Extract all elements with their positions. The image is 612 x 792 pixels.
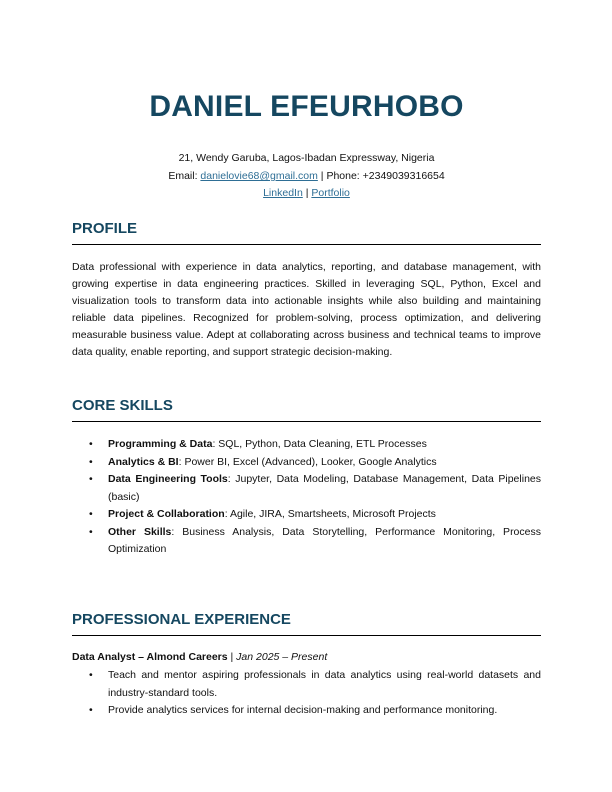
skill-item [72, 506, 541, 524]
skill-item [72, 436, 541, 454]
skill-category: Programming & Data [108, 438, 213, 450]
job-role: Data Analyst – Almond Careers [72, 651, 228, 663]
candidate-name: DANIEL EFEURHOBO [149, 90, 464, 123]
skill-item [72, 524, 541, 559]
linkedin-link[interactable]: LinkedIn [263, 187, 303, 199]
address: 21, Wendy Garuba, Lagos-Ibadan Expressway, Nigeria [178, 152, 435, 164]
skill-category: Analytics & BI [108, 455, 179, 468]
links-line [72, 185, 541, 202]
core-skills-heading: CORE SKILLS [72, 397, 173, 414]
bullet-icon: • [89, 455, 93, 468]
job-header [72, 651, 327, 663]
experience-heading: PROFESSIONAL EXPERIENCE [72, 611, 291, 628]
bullet-icon: • [89, 525, 93, 538]
separator: | [227, 651, 237, 663]
address-line [72, 150, 541, 167]
bullet-icon: • [89, 438, 93, 450]
portfolio-link[interactable]: Portfolio [311, 187, 350, 199]
job-bullet-text: Provide analytics services for internal decision-making and performance monitoring. [108, 704, 498, 716]
skill-item [72, 454, 541, 472]
bullet-icon: • [89, 669, 93, 681]
bullet-icon: • [89, 473, 93, 485]
job-bullet-text: Teach and mentor aspiring professionals in data analytics using real-world datasets and industry-standard tools. [108, 669, 541, 699]
skill-values: : SQL, Python, Data Cleaning, ETL Processes [212, 438, 427, 450]
skill-values: : Power BI, Excel (Advanced), Looker, Google Analytics [178, 455, 437, 468]
skills-list [72, 436, 541, 559]
skill-category: Project & Collaboration [108, 508, 225, 520]
email-link[interactable]: danielovie68@gmail.com [200, 170, 318, 182]
bullet-icon: • [89, 704, 93, 716]
bullet-icon: • [89, 508, 93, 520]
section-divider [72, 635, 541, 636]
skill-category: Other Skills [108, 525, 172, 538]
separator: | [317, 170, 327, 182]
section-divider [72, 244, 541, 245]
skill-values: : Agile, JIRA, Smartsheets, Microsoft Projects [224, 508, 436, 520]
job-bullet [72, 667, 541, 702]
separator: | [302, 187, 312, 199]
skill-category: Data Engineering Tools [108, 473, 228, 485]
job-bullets [72, 667, 541, 720]
profile-summary: Data professional with experience in data analytics, reporting, and database management, with growing expertise in data engineering practices. Skilled in leveraging SQL, Python, Excel and visualization tools to transform data into actionable insights while also building and maintaining reliable data pipelines. Recognized for problem-solving, process optimization, and delivering measurable business value. Adept at collaborating across business and technical teams to improve data quality, enable reporting, and support strategic decision-making. [72, 261, 541, 359]
profile-heading: PROFILE [72, 220, 138, 237]
job-dates: Jan 2025 – Present [236, 651, 328, 663]
skill-values: : Jupyter, Data Modeling, Database Management, Data Pipelines (basic) [108, 473, 541, 503]
section-divider [72, 421, 541, 422]
skill-values: : Business Analysis, Data Storytelling, Performance Monitoring, Process Optimization [108, 525, 541, 555]
skill-item [72, 471, 541, 506]
email-label: Email: [168, 170, 201, 182]
email-phone-line [72, 168, 541, 185]
job-bullet [72, 702, 541, 720]
phone: Phone: +2349039316654 [326, 170, 445, 182]
